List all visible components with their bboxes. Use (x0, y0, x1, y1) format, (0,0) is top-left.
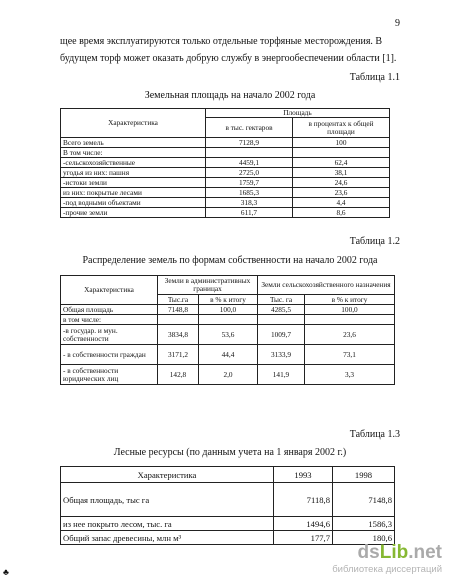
row-1998: 7148,8 (333, 483, 395, 517)
row-percent (293, 148, 390, 158)
table-row (61, 483, 395, 517)
watermark-logo-prefix: ds (357, 541, 380, 563)
table-row (61, 148, 390, 158)
watermark-subtitle: библиотека диссертаций (332, 563, 442, 575)
row-label: Общий запас древесины, млн м³ (61, 531, 274, 545)
table-row (61, 305, 395, 315)
row-admin-percent: 100,0 (199, 305, 258, 315)
row-agri-percent: 3,3 (305, 365, 395, 385)
row-label: -сельскохозяйственные (61, 158, 206, 168)
row-thousand-ha: 7128,9 (206, 138, 293, 148)
table1-title: Земельная площадь на начало 2002 года (144, 90, 316, 101)
row-label: -истоки земли (61, 178, 206, 188)
row-percent: 38,1 (293, 168, 390, 178)
row-label: из нее покрыто лесом, тыс. га (61, 517, 274, 531)
row-label: В том числе: (61, 148, 206, 158)
row-thousand-ha: 611,7 (206, 208, 293, 218)
watermark (332, 543, 442, 575)
row-label: - в собственности граждан (61, 345, 158, 365)
table-row (61, 325, 395, 345)
table2-header-thousand-ha: Тыс.га (158, 295, 199, 305)
table1-caption: Таблица 1.1 (349, 72, 400, 83)
table1 (60, 108, 390, 218)
table2 (60, 275, 395, 385)
row-thousand-ha (206, 148, 293, 158)
table2-title: Распределение земель по формам собственности на начало 2002 года (82, 255, 378, 266)
table-row (61, 365, 395, 385)
row-1998: 1586,3 (333, 517, 395, 531)
row-admin-percent: 2,0 (199, 365, 258, 385)
row-admin-thousand-ha: 7148,8 (158, 305, 199, 315)
watermark-logo-mid: Lib (379, 541, 409, 563)
table-row (61, 158, 390, 168)
row-admin-percent (199, 315, 258, 325)
row-agri-percent (305, 315, 395, 325)
row-admin-percent: 53,6 (199, 325, 258, 345)
row-label: Общая площадь, тыс га (61, 483, 274, 517)
row-admin-thousand-ha: 142,8 (158, 365, 199, 385)
watermark-logo (332, 543, 442, 562)
table-row (61, 198, 390, 208)
row-1998: 180,6 (333, 531, 395, 545)
table-row (61, 315, 395, 325)
leaf-icon: ♣ (3, 567, 9, 577)
row-agri-percent: 73,1 (305, 345, 395, 365)
row-label: в том числе: (61, 315, 158, 325)
table1-body (61, 138, 390, 218)
page-number: 9 (395, 18, 400, 29)
row-label: Всего земель (61, 138, 206, 148)
body-paragraph: щее время эксплуатируются только отдельные торфяные месторождения. В будущем торф может оказать добрую службу в энергообеспечении области [1]. (60, 36, 397, 64)
row-percent: 62,4 (293, 158, 390, 168)
row-label: -под водными объектами (61, 198, 206, 208)
row-admin-thousand-ha: 3171,2 (158, 345, 199, 365)
row-admin-percent: 44,4 (199, 345, 258, 365)
table2-body (61, 305, 395, 385)
table-row (61, 178, 390, 188)
row-percent: 8,6 (293, 208, 390, 218)
row-agri-percent: 23,6 (305, 325, 395, 345)
row-percent: 24,6 (293, 178, 390, 188)
row-thousand-ha: 1759,7 (206, 178, 293, 188)
watermark-logo-suffix: .net (408, 541, 442, 563)
table2-header-characteristic: Характеристика (61, 276, 158, 305)
row-thousand-ha: 318,3 (206, 198, 293, 208)
row-label: из них: покрытые лесами (61, 188, 206, 198)
row-agri-thousand-ha (258, 315, 305, 325)
row-1993: 177,7 (274, 531, 333, 545)
table-row (61, 517, 395, 531)
row-1993: 1494,6 (274, 517, 333, 531)
row-agri-thousand-ha: 4285,5 (258, 305, 305, 315)
row-1993: 7118,8 (274, 483, 333, 517)
table3-header-characteristic: Характеристика (61, 467, 274, 483)
table-row (61, 138, 390, 148)
table2-header-agri: Земли сельскохозяйственного назначения (258, 276, 395, 295)
table2-header-thousand-ha2: Тыс. га (258, 295, 305, 305)
table-row (61, 208, 390, 218)
row-admin-thousand-ha (158, 315, 199, 325)
row-label: угодья из них: пашня (61, 168, 206, 178)
row-agri-percent: 100,0 (305, 305, 395, 315)
table1-header-characteristic: Характеристика (61, 109, 206, 138)
row-agri-thousand-ha: 3133,9 (258, 345, 305, 365)
row-label: - в собственности юридических лиц (61, 365, 158, 385)
row-thousand-ha: 1685,3 (206, 188, 293, 198)
row-admin-thousand-ha: 3834,8 (158, 325, 199, 345)
table2-caption: Таблица 1.2 (349, 236, 400, 247)
table2-header-percent: в % к итогу (199, 295, 258, 305)
table3-header-1998: 1998 (333, 467, 395, 483)
table3-body (61, 483, 395, 545)
table1-header-area: Площадь (206, 109, 390, 118)
row-label: Общая площадь (61, 305, 158, 315)
table1-header-percent: в процентах к общей площади (293, 118, 390, 138)
table3-title: Лесные ресурсы (по данным учета на 1 января 2002 г.) (113, 447, 347, 458)
row-percent: 100 (293, 138, 390, 148)
table2-header-percent2: в % к итогу (305, 295, 395, 305)
row-label: -в государ. и мун. собственности (61, 325, 158, 345)
table3-caption: Таблица 1.3 (349, 429, 400, 440)
row-percent: 4,4 (293, 198, 390, 208)
table1-header-thousand-ha: в тыс. гектаров (206, 118, 293, 138)
row-label: -прочие земли (61, 208, 206, 218)
table2-header-admin: Земли в административных границах (158, 276, 258, 295)
table-row (61, 188, 390, 198)
table-row (61, 168, 390, 178)
table3-header-1993: 1993 (274, 467, 333, 483)
table3 (60, 466, 395, 545)
row-thousand-ha: 4459,1 (206, 158, 293, 168)
table-row (61, 345, 395, 365)
row-percent: 23,6 (293, 188, 390, 198)
row-agri-thousand-ha: 141,9 (258, 365, 305, 385)
row-agri-thousand-ha: 1009,7 (258, 325, 305, 345)
row-thousand-ha: 2725,0 (206, 168, 293, 178)
